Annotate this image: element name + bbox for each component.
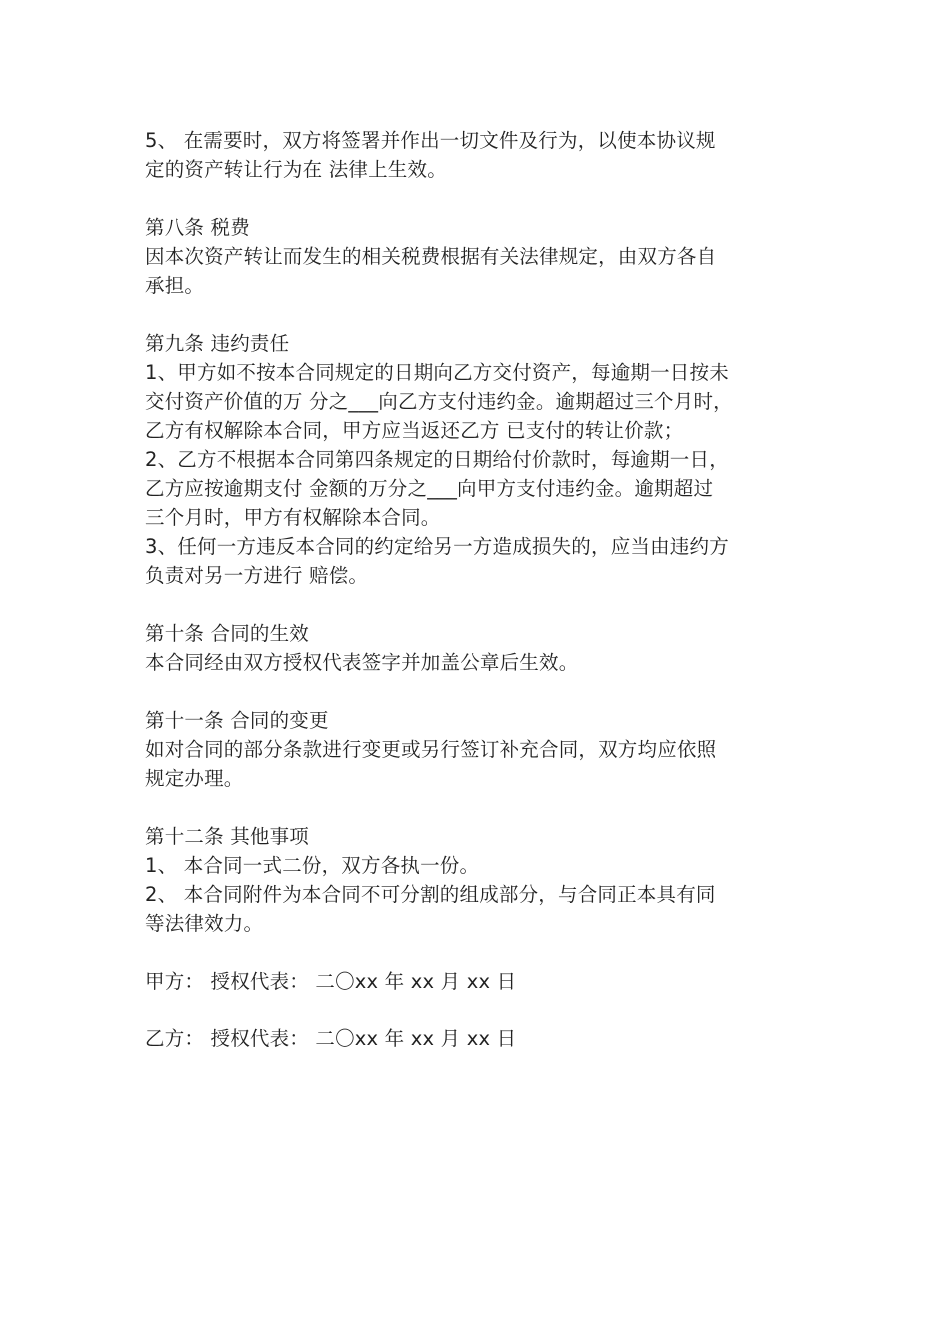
- clause-5: [145, 126, 815, 184]
- text-line: 负责对另一方进行 赔偿。: [145, 564, 369, 587]
- spacer: [145, 677, 815, 706]
- spacer: [145, 300, 815, 329]
- article-heading: 第十条 合同的生效: [145, 622, 309, 645]
- article-heading: 第八条 税费: [145, 216, 250, 239]
- article-8: [145, 213, 815, 300]
- text-line: 3、任何一方违反本合同的约定给另一方造成损失的，应当由违约方: [145, 535, 729, 558]
- article-10: [145, 619, 815, 677]
- text-line: 承担。: [145, 274, 205, 297]
- spacer: [145, 938, 815, 967]
- article-11: [145, 706, 815, 793]
- spacer: [145, 793, 815, 822]
- spacer: [145, 184, 815, 213]
- article-heading: 第十二条 其他事项: [145, 825, 309, 848]
- article-12: [145, 822, 815, 938]
- text-line: 等法律效力。: [145, 912, 264, 935]
- text-line: 三个月时，甲方有权解除本合同。: [145, 506, 441, 529]
- text-line: 本合同经由双方授权代表签字并加盖公章后生效。: [145, 651, 579, 674]
- spacer: [145, 590, 815, 619]
- text-line: 交付资产价值的万 分之___向乙方支付违约金。逾期超过三个月时，: [145, 390, 733, 413]
- text-line: 乙方有权解除本合同，甲方应当返还乙方 已支付的转让价款；: [145, 419, 684, 442]
- article-heading: 第十一条 合同的变更: [145, 709, 329, 732]
- article-heading: 第九条 违约责任: [145, 332, 290, 355]
- party-b-signature-line: 乙方： 授权代表： 二〇xx 年 xx 月 xx 日: [145, 1027, 517, 1050]
- contract-body: [145, 126, 815, 1053]
- text-line: 如对合同的部分条款进行变更或另行签订补充合同，双方均应依照: [145, 738, 717, 761]
- text-line: 乙方应按逾期支付 金额的万分之___向甲方支付违约金。逾期超过: [145, 477, 714, 500]
- text-line: 规定办理。: [145, 767, 244, 790]
- spacer: [145, 996, 815, 1024]
- text-line: 1、 本合同一式二份，双方各执一份。: [145, 854, 480, 877]
- text-line: 定的资产转让行为在 法律上生效。: [145, 158, 447, 181]
- text-line: 2、 本合同附件为本合同不可分割的组成部分，与合同正本具有同: [145, 883, 716, 906]
- party-a-signature-line: 甲方： 授权代表： 二〇xx 年 xx 月 xx 日: [145, 970, 517, 993]
- text-line: 2、乙方不根据本合同第四条规定的日期给付价款时，每逾期一日，: [145, 448, 729, 471]
- article-9: [145, 329, 815, 590]
- text-line: 1、甲方如不按本合同规定的日期向乙方交付资产，每逾期一日按未: [145, 361, 729, 384]
- text-line: 5、 在需要时，双方将签署并作出一切文件及行为，以使本协议规: [145, 129, 716, 152]
- text-line: 因本次资产转让而发生的相关税费根据有关法律规定，由双方各自: [145, 245, 717, 268]
